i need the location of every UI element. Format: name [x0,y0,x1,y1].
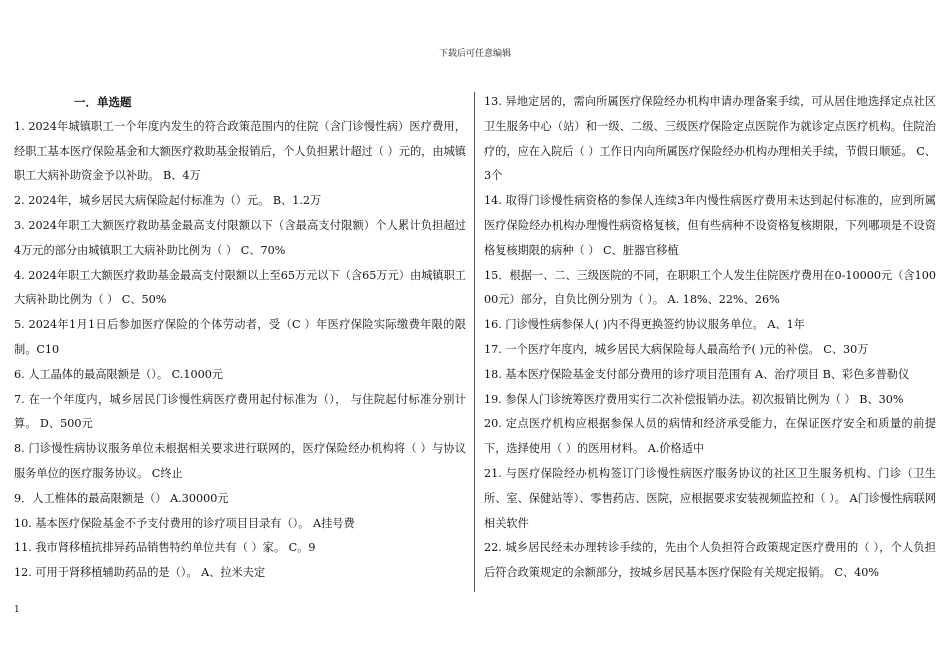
question-9: 9．人工椎体的最高限额是（） A.30000元 [14,491,229,505]
question-8: 8. 门诊慢性病协议服务单位未根据相关要求进行联网的，医疗保险经办机构将（ ）与协议服务单位的医疗服务协议。 C终止 [14,442,466,480]
question-13: 13. 异地定居的，需向所属医疗保险经办机构申请办理备案手续，可从居住地选择定点社区卫生服务中心（站）和一级、二级、三级医疗保险定点医院作为就诊定点医疗机构。住院治疗的，应在入院后（ ）工作日内向所属医疗保险经办机构办理相关手续，节假日顺延。 C、3个 [484,95,936,183]
page-number: 1 [14,605,20,615]
question-5: 5. 2024年1月1日后参加医疗保险的个体劳动者，受（C ）年医疗保险实际缴费年限的限制。C10 [14,318,466,356]
question-16: 16. 门诊慢性病参保人( )内不得更换签约协议服务单位。 A、1年 [484,318,805,332]
question-4: 4. 2024年职工大额医疗救助基金最高支付限额以上至65万元以下（含65万元）由城镇职工大病补助比例为（ ） C、50% [14,268,466,307]
question-3: 3. 2024年职工大额医疗救助基金最高支付限额以下（含最高支付限额）个人累计负担超过4万元的部分由城镇职工大病补助比例为（ ） C、70% [14,218,466,257]
question-18: 18. 基本医疗保险基金支付部分费用的诊疗项目范围有 A、治疗项目 B、彩色多普勒仪 [484,367,910,381]
question-1: 1. 2024年城镇职工一个年度内发生的符合政策范围内的住院（含门诊慢性病）医疗费用，经职工基本医疗保险基金和大额医疗救助基金报销后，个人负担累计超过（ ）元的，由城镇职工大病补助资金予以补助。 B、4万 [14,119,466,183]
question-21: 21. 与医疗保险经办机构签订门诊慢性病医疗服务协议的社区卫生服务机构、门诊（卫生所、室、保健站等）、零售药店、医院，应根据要求安装视频监控和（ ）。 A门诊慢性病联网相关软件 [484,466,936,530]
question-2: 2. 2024年，城乡居民大病保险起付标准为（）元。 B、1.2万 [14,194,322,208]
question-10: 10. 基本医疗保险基金不予支付费用的诊疗项目目录有（）。 A挂号费 [14,516,355,530]
question-6: 6. 人工晶体的最高限额是（）。 C.1000元 [14,367,224,381]
question-12: 12. 可用于肾移植辅助药品的是（）。 A、拉米夫定 [14,566,266,580]
left-column [14,90,466,586]
question-7: 7. 在一个年度内，城乡居民门诊慢性病医疗费用起付标准为（）， 与住院起付标准分别计算。 D、500元 [14,392,466,431]
section-title: 一．单选题 [74,95,132,109]
question-15: 15．根据一、二、三级医院的不同，在职职工个人发生住院医疗费用在0-10000元（含10000元）部分，自负比例分别为（ ）。 A. 18%、22%、26% [484,268,936,307]
question-19: 19. 参保人门诊统筹医疗费用实行二次补偿报销办法。初次报销比例为（ ） B、30% [484,392,904,406]
right-column [484,90,936,586]
question-22: 22. 城乡居民经未办理转诊手续的，先由个人负担符合政策规定医疗费用的（ ），个人负担后符合政策规定的余额部分，按城乡居民基本医疗保险有关规定报销。 C、40% [484,541,936,580]
page-header: 下载后可任意编辑 [438,49,511,59]
column-divider [474,92,475,592]
question-20: 20. 定点医疗机构应根据参保人员的病情和经济承受能力，在保证医疗安全和质量的前提下，选择使用（ ）的医用材料。 A.价格适中 [484,417,936,456]
question-17: 17. 一个医疗年度内，城乡居民大病保险每人最高给予( )元的补偿。 C、30万 [484,342,869,356]
question-14: 14. 取得门诊慢性病资格的参保人连续3年内慢性病医疗费用未达到起付标准的，应到所属医疗保险经办机构办理慢性病资格复核，但有些病种不设资格复核期限，下列哪项是不设资格复核期限的病种（ ） C、脏器官移植 [484,194,936,257]
question-11: 11. 我市肾移植抗排异药品销售特约单位共有（ ）家。 C。9 [14,541,316,555]
